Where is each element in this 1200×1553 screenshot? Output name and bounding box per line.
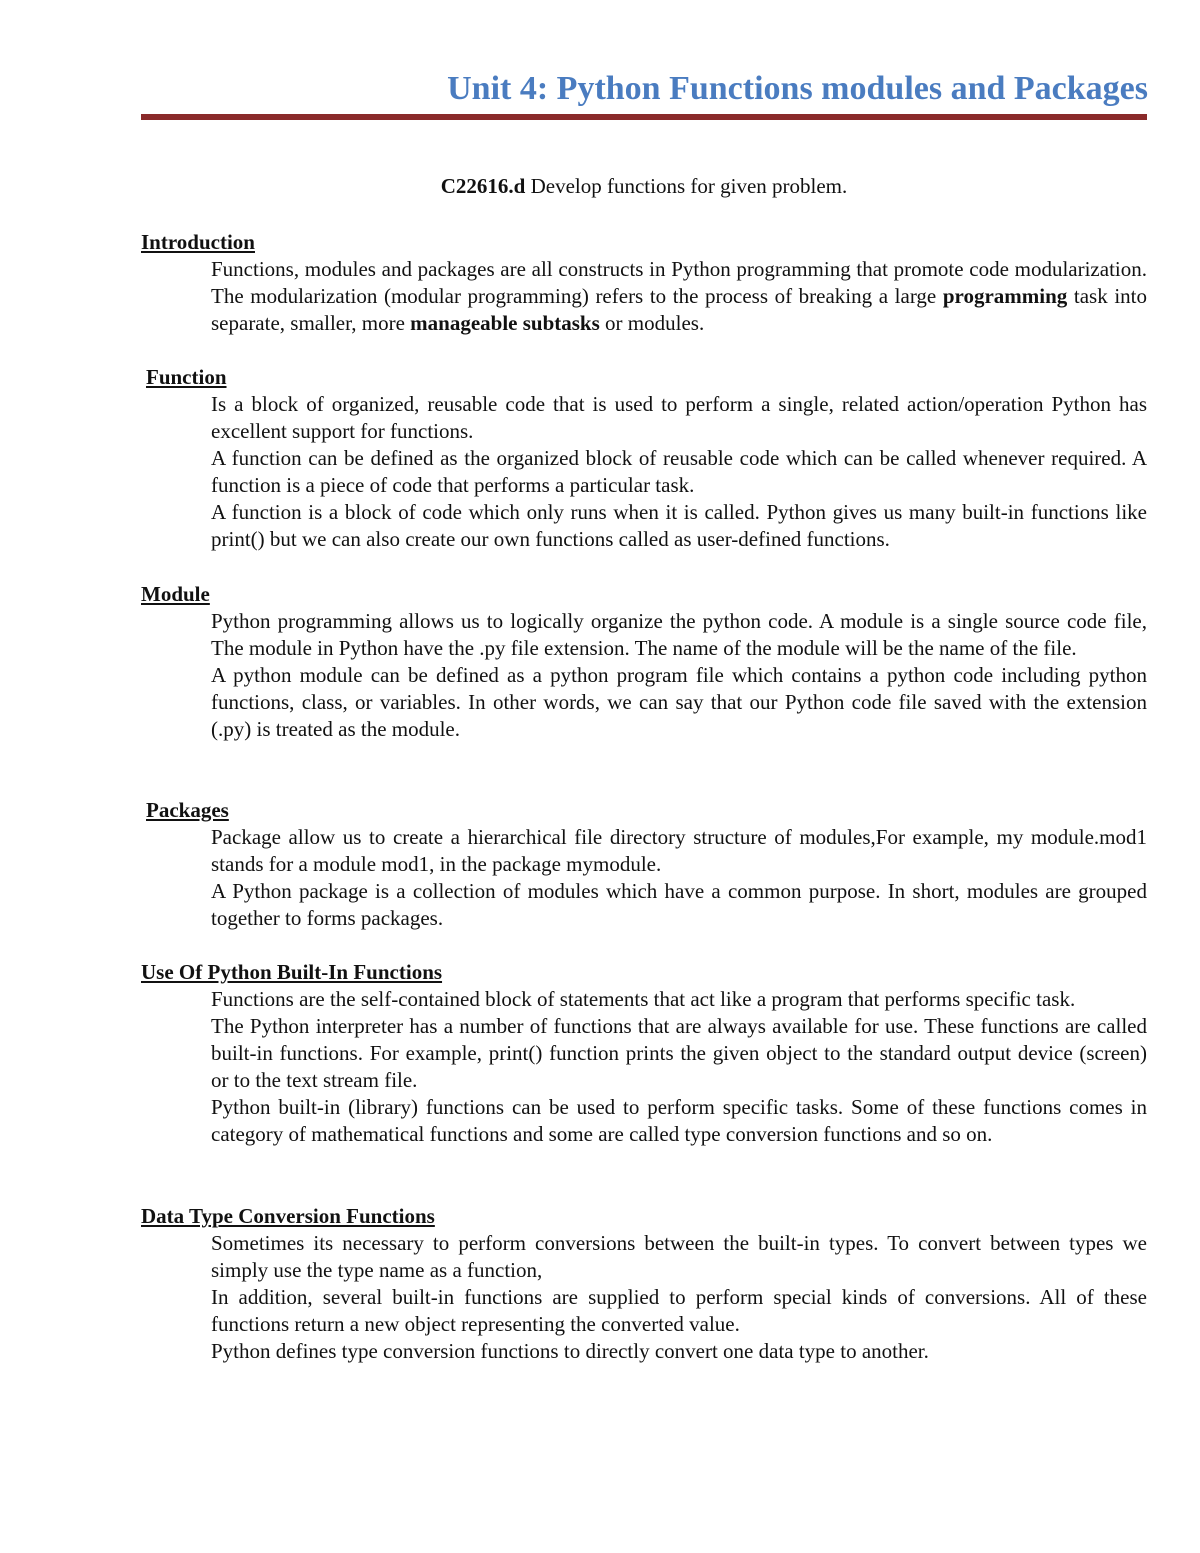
- intro-bold-subtasks: manageable subtasks: [410, 311, 600, 335]
- intro-bold-programming: programming: [942, 284, 1068, 308]
- module-paragraph-1: Python programming allows us to logically organize the python code. A module is a single source code file, The module in Python have the .py file extension. The name of the module will be the name of the file.: [211, 609, 1147, 660]
- packages-paragraph-2: A Python package is a collection of modules which have a common purpose. In short, modules are grouped together to forms packages.: [211, 879, 1147, 930]
- section-module: [141, 581, 1147, 743]
- conversion-paragraph-1: Sometimes its necessary to perform conversions between the built-in types. To convert between types we simply use the type name as a function,: [211, 1231, 1147, 1282]
- section-introduction: [141, 229, 1147, 337]
- intro-text-c: task into separate, smaller, more: [211, 284, 1147, 335]
- conversion-paragraph-2: In addition, several built-in functions are supplied to perform special kinds of conversions. All of these functions return a new object representing the converted value.: [211, 1285, 1147, 1336]
- function-paragraph-1: Is a block of organized, reusable code that is used to perform a single, related action/operation Python has excellent support for functions.: [211, 392, 1147, 443]
- heading-introduction: Introduction: [141, 230, 255, 254]
- heading-type-conversion: Data Type Conversion Functions: [141, 1204, 435, 1228]
- module-paragraph-2: A python module can be defined as a python program file which contains a python code including python functions, class, or variables. In other words, we can say that our Python code file saved with the extension (.py) is treated as the module.: [211, 663, 1147, 741]
- objective-text: Develop functions for given problem.: [525, 174, 848, 198]
- introduction-paragraph: [141, 256, 1147, 337]
- conversion-paragraph-3: Python defines type conversion functions to directly convert one data type to another.: [211, 1339, 929, 1363]
- intro-text-e: or modules.: [599, 311, 705, 335]
- page-title: Unit 4: Python Functions modules and Packages: [447, 70, 1148, 107]
- course-objective: [141, 173, 1147, 200]
- function-paragraph-2: A function can be defined as the organized block of reusable code which can be called whenever required. A function is a piece of code that performs a particular task.: [211, 446, 1147, 497]
- section-function: [141, 364, 1147, 553]
- section-packages: [141, 797, 1147, 932]
- builtin-paragraph-1: Functions are the self-contained block of statements that act like a program that performs specific task.: [211, 987, 1076, 1011]
- function-paragraph-3: A function is a block of code which only runs when it is called. Python gives us many built-in functions like print() but we can also create our own functions called as user-defined functions.: [211, 500, 1147, 551]
- intro-text-a: Functions, modules and packages are all constructs in Python programming that promote code modularization. The modularization (modular programming) refers to the process of breaking a large: [211, 257, 1147, 308]
- builtin-paragraph-3: Python built-in (library) functions can be used to perform specific tasks. Some of these functions comes in category of mathematical functions and some are called type conversion functions and so on.: [211, 1095, 1147, 1146]
- builtin-paragraph-2: The Python interpreter has a number of functions that are always available for use. These functions are called built-in functions. For example, print() function prints the given object to the standard output device (screen) or to the text stream file.: [211, 1014, 1147, 1092]
- heading-builtin-functions: Use Of Python Built-In Functions: [141, 960, 443, 984]
- header-divider: [141, 114, 1147, 120]
- packages-paragraph-1: Package allow us to create a hierarchical file directory structure of modules,For example, my module.mod1 stands for a module mod1, in the package mymodule.: [211, 825, 1147, 876]
- section-builtin-functions: [141, 959, 1147, 1148]
- section-type-conversion: [141, 1203, 1147, 1365]
- objective-code: C22616.d: [440, 174, 526, 198]
- heading-module: Module: [141, 582, 210, 606]
- heading-packages: Packages: [146, 798, 229, 822]
- heading-function: Function: [146, 365, 227, 389]
